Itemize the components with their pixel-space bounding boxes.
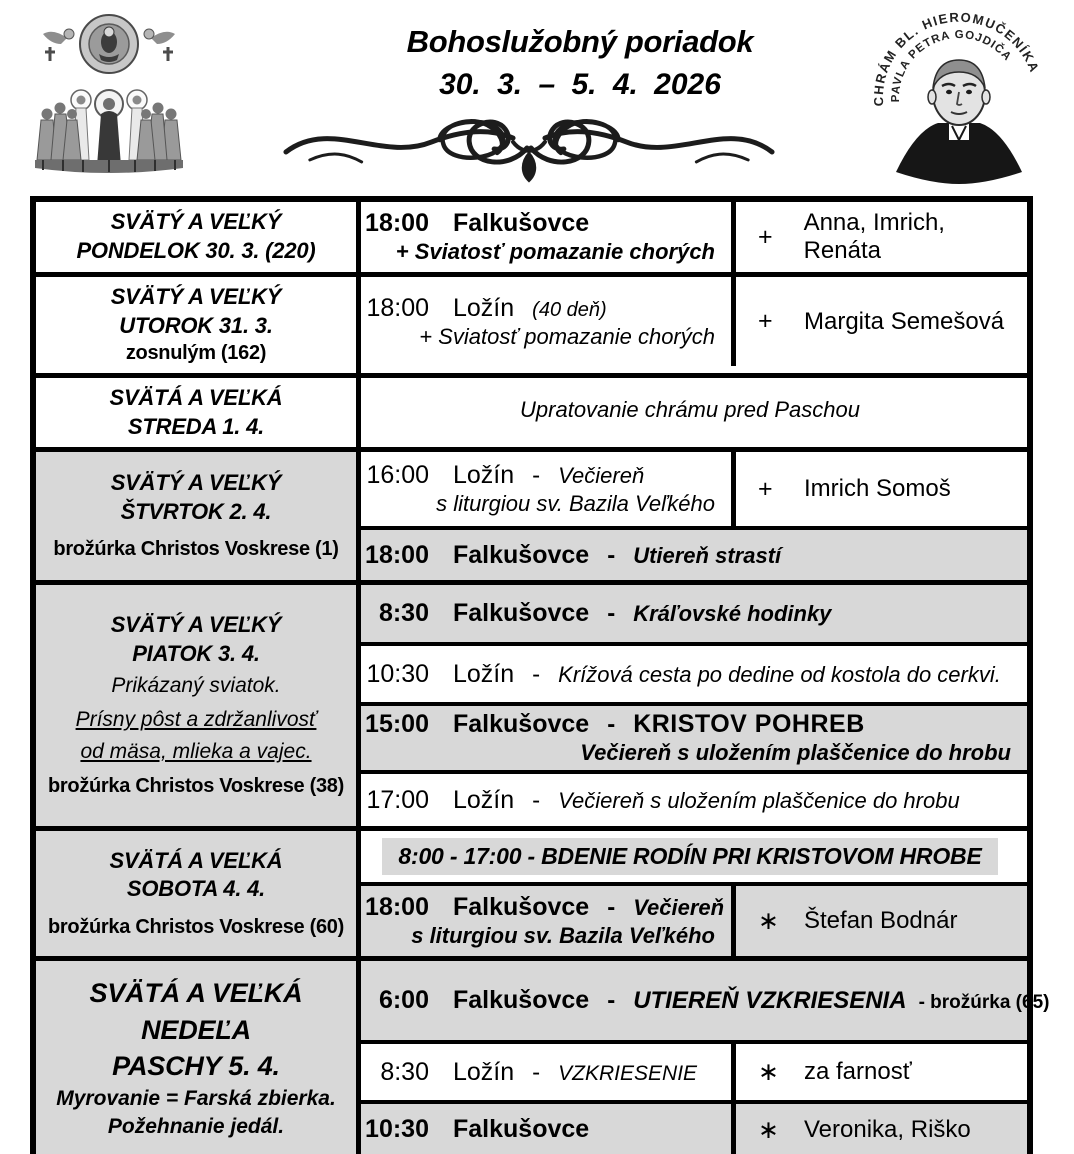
day-row-wednesday xyxy=(36,378,1027,452)
service-entry xyxy=(361,646,1027,706)
day-row-saturday xyxy=(36,831,1027,961)
service-time: 18:00 xyxy=(366,293,429,322)
day-cell-thursday xyxy=(36,452,361,580)
intention-cell xyxy=(731,277,1027,366)
fasting-rule-line2: od mäsa, mlieka a vajec. xyxy=(80,739,312,763)
date-range: 30. 3. – 5. 4. 2026 xyxy=(439,68,721,101)
day-entries xyxy=(361,831,1027,956)
service-entry xyxy=(361,706,1027,774)
separator: - xyxy=(607,600,616,628)
service-cell xyxy=(361,452,731,526)
ascension-icon xyxy=(28,8,190,180)
service-time: 18:00 xyxy=(365,893,429,922)
service-desc: KRISTOV POHREB xyxy=(633,710,865,739)
service-place: Falkušovce xyxy=(453,209,590,237)
day-name: SVÄTÝ A VEĽKÝ xyxy=(110,209,282,235)
service-cell xyxy=(361,1104,731,1154)
separator: - xyxy=(532,786,541,814)
service-cell xyxy=(361,585,1027,642)
day-date: STREDA 1. 4. xyxy=(127,413,265,439)
service-entry xyxy=(361,452,1027,530)
day-date: UTOROK 31. 3. xyxy=(119,312,273,338)
day-cell-tuesday xyxy=(36,277,361,373)
service-desc: Utiereň strastí xyxy=(633,542,782,568)
page-title: Bohoslužobný poriadok xyxy=(406,24,754,59)
day-row-friday xyxy=(36,585,1027,831)
intention-cell xyxy=(731,452,1027,526)
service-entry xyxy=(361,378,1027,442)
service-time: 18:00 xyxy=(365,540,429,569)
separator: - xyxy=(532,462,541,490)
day-name: SVÄTÝ A VEĽKÝ xyxy=(110,470,282,496)
day-entries xyxy=(361,378,1027,447)
separator: - xyxy=(607,711,616,739)
service-booklet-note: - brožúrka (65) xyxy=(918,992,1050,1014)
service-place: Falkušovce xyxy=(453,1115,590,1144)
service-cell xyxy=(361,646,1027,702)
day-name: SVÄTÁ A VEĽKÁ xyxy=(109,385,283,411)
day-row-monday xyxy=(36,202,1027,277)
intention-prefix: ∗ xyxy=(758,1058,779,1087)
intention-cell xyxy=(731,886,1027,956)
service-cell xyxy=(361,831,1027,882)
separator: - xyxy=(607,541,616,569)
day-row-sunday-pascha xyxy=(36,961,1050,1154)
day-note: zosnulým (162) xyxy=(125,342,267,365)
service-note: + Sviatosť pomazanie chorých xyxy=(419,323,715,349)
service-desc: VZKRIESENIE xyxy=(558,1061,698,1085)
service-cell xyxy=(361,202,731,272)
service-place: Ložín xyxy=(453,785,515,814)
service-cell xyxy=(361,774,1027,826)
parish-stamp xyxy=(866,2,1052,188)
service-desc: Večiereň s uložením plaščenice do hrobu xyxy=(558,787,960,813)
service-entry xyxy=(361,202,1027,272)
intention-cell xyxy=(731,202,1027,272)
service-entry xyxy=(361,886,1027,956)
service-time: 6:00 xyxy=(378,986,429,1015)
service-time: 18:00 xyxy=(365,209,429,237)
service-time: 16:00 xyxy=(366,461,429,490)
service-time: 17:00 xyxy=(366,785,429,814)
intention-prefix: ∗ xyxy=(758,907,779,936)
day-note: brožúrka Christos Voskrese (60) xyxy=(48,915,344,938)
intention-prefix: + xyxy=(758,307,773,335)
service-cell xyxy=(361,961,1050,1040)
service-cell xyxy=(361,1044,731,1100)
day-cell-monday xyxy=(36,202,361,272)
separator: - xyxy=(532,660,541,688)
vigil-banner: 8:00 - 17:00 - BDENIE RODÍN PRI KRISTOVOM HROBE xyxy=(382,838,997,875)
intention-cell xyxy=(731,1044,1027,1100)
day-date: PONDELOK 30. 3. (220) xyxy=(76,238,316,263)
service-time: 10:30 xyxy=(365,1115,429,1144)
separator: - xyxy=(607,987,616,1015)
day-entries xyxy=(361,585,1027,826)
service-place: Ložín xyxy=(453,293,515,322)
intention-names: za farnosť xyxy=(804,1058,912,1086)
service-place: Falkušovce xyxy=(453,893,590,922)
intention-prefix: ∗ xyxy=(758,1115,779,1144)
flourish-ornament xyxy=(270,102,788,186)
service-entry xyxy=(361,277,1027,366)
service-time: 8:30 xyxy=(378,599,429,628)
service-entry xyxy=(361,961,1050,1044)
day-row-thursday xyxy=(36,452,1027,585)
service-cell xyxy=(361,530,1027,580)
day-row-tuesday xyxy=(36,277,1027,378)
service-detail: (40 deň) xyxy=(532,298,607,321)
service-time: 15:00 xyxy=(365,710,429,739)
service-cell xyxy=(361,378,1027,442)
intention-names: Anna, Imrich, Renáta xyxy=(803,209,945,264)
fasting-rule-line1: Prísny pôst a zdržanlivosť xyxy=(75,708,317,732)
stamp-arc-bottom-text: PAVLA PETRA GOJDIČA xyxy=(889,28,1014,103)
service-note: + Sviatosť pomazanie chorých xyxy=(395,239,715,264)
service-time: 8:30 xyxy=(380,1057,429,1086)
service-time: 10:30 xyxy=(366,659,429,688)
service-place: Ložín xyxy=(453,659,515,688)
service-cell xyxy=(361,886,731,956)
intention-prefix: + xyxy=(758,222,773,251)
service-entry xyxy=(361,530,1027,580)
day-entries xyxy=(361,202,1027,272)
day-name-2: NEDEĽA xyxy=(141,1014,251,1045)
intention-names: Imrich Somoš xyxy=(804,475,951,503)
day-name: SVÄTÁ A VEĽKÁ xyxy=(109,847,283,873)
day-note-feast: Prikázaný sviatok. xyxy=(111,674,281,698)
intention-names: Veronika, Riško xyxy=(804,1115,971,1143)
service-entry xyxy=(361,1104,1027,1154)
service-entry xyxy=(361,1044,1027,1104)
service-entry xyxy=(361,831,1027,886)
day-date: ŠTVRTOK 2. 4. xyxy=(120,498,272,524)
service-place: Falkušovce xyxy=(453,599,590,628)
day-name: SVÄTÝ A VEĽKÝ xyxy=(110,284,282,309)
intention-names: Margita Semešová xyxy=(804,307,1005,335)
day-name: SVÄTÝ A VEĽKÝ xyxy=(110,612,282,638)
service-desc: Večiereň xyxy=(633,895,725,921)
day-date: SOBOTA 4. 4. xyxy=(126,876,266,902)
intention-cell xyxy=(731,1104,1027,1154)
day-cell-sunday xyxy=(36,961,361,1154)
day-cell-friday xyxy=(36,585,361,826)
day-cell-saturday xyxy=(36,831,361,956)
day-note-blessing: Požehnanie jedál. xyxy=(107,1115,285,1139)
day-date: PASCHY 5. 4. xyxy=(112,1051,280,1082)
service-desc: Kráľovské hodinky xyxy=(633,601,832,627)
service-desc-2: s liturgiou sv. Bazila Veľkého xyxy=(436,491,715,517)
day-note-myrovanie: Myrovanie = Farská zbierka. xyxy=(56,1086,336,1110)
service-desc: Krížová cesta po dedine od kostola do cerkvi. xyxy=(558,661,1001,687)
schedule-table xyxy=(30,196,1050,1154)
flourish-divider xyxy=(270,102,788,186)
service-desc-2: Večiereň s uložením plaščenice do hrobu xyxy=(580,740,1011,766)
service-place: Ložín xyxy=(453,461,515,490)
service-text: Upratovanie chrámu pred Paschou xyxy=(520,397,860,423)
day-note: brožúrka Christos Voskrese (38) xyxy=(48,775,344,798)
service-place: Ložín xyxy=(453,1057,515,1086)
day-name: SVÄTÁ A VEĽKÁ xyxy=(89,978,303,1009)
service-place: Falkušovce xyxy=(453,986,590,1015)
page-title-block xyxy=(300,24,860,102)
day-entries xyxy=(361,452,1027,580)
parish-stamp-graphic xyxy=(866,2,1052,188)
service-place: Falkušovce xyxy=(453,540,590,569)
intention-prefix: + xyxy=(758,474,773,503)
day-note: brožúrka Christos Voskrese (1) xyxy=(53,538,339,561)
ascension-icon-image xyxy=(28,8,190,180)
service-desc: UTIEREŇ VZKRIESENIA xyxy=(633,987,907,1015)
separator: - xyxy=(532,1058,541,1086)
day-entries xyxy=(361,961,1050,1154)
day-entries xyxy=(361,277,1027,373)
service-place: Falkušovce xyxy=(453,710,590,739)
service-desc: Večiereň xyxy=(558,463,645,489)
service-entry xyxy=(361,585,1027,646)
service-cell xyxy=(361,706,1027,770)
day-date: PIATOK 3. 4. xyxy=(132,640,260,666)
service-desc-2: s liturgiou sv. Bazila Veľkého xyxy=(411,923,715,949)
service-entry xyxy=(361,774,1027,826)
intention-names: Štefan Bodnár xyxy=(804,907,958,935)
service-cell xyxy=(361,277,731,366)
stamp-arc-top-text: CHRÁM BL. HIEROMUČENÍKA xyxy=(870,9,1043,107)
separator: - xyxy=(607,894,616,922)
day-cell-wednesday xyxy=(36,378,361,447)
